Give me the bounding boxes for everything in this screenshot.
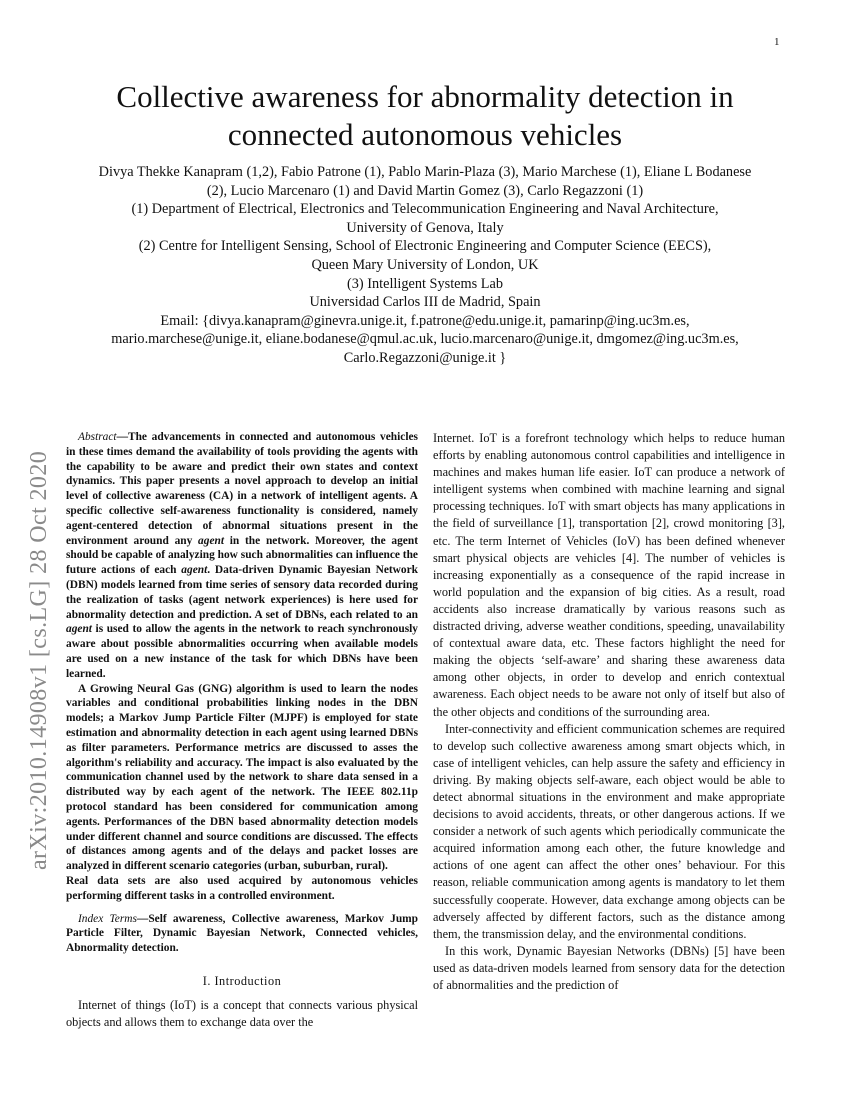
index-terms-label: Index Terms <box>78 912 137 925</box>
intro-paragraph-2: Inter-connectivity and efficient communication schemes are required to develop such collective awareness among smart objects which, in case of intelligent vehicles, can help assure the safety and efficiency in driving. By making objects self-aware, each object would be able to detect abnormal situations in the environment and make appropriate decisions to avoid accidents, threats, or other dangerous actions. If we consider a network of such agents which periodically communicate the acquired information among each other, the future knowledge and actions of one agent can affect the other ones’ behaviour. For this reason, reliable communication among agents is mandatory to let them successfully cooperate. However, data exchange among objects can be adversely affected by different factors, such as the distance among them, the transmission delay, and the environmental conditions. <box>433 721 785 941</box>
right-column <box>433 430 785 994</box>
arxiv-identifier-stamp[interactable]: arXiv:2010.14908v1 [cs.LG] 28 Oct 2020 <box>26 450 52 870</box>
affiliation-line: (3) Intelligent Systems Lab <box>346 275 504 292</box>
abstract-paragraph-3: Real data sets are also used acquired by autonomous vehicles performing different tasks in a controlled environment. <box>66 874 418 902</box>
author-block <box>60 163 790 368</box>
agent-emphasis: agent <box>198 534 224 547</box>
affiliation-line: (2) Centre for Intelligent Sensing, School of Electronic Engineering and Computer Science (EECS), <box>138 238 712 255</box>
left-column <box>66 430 418 1031</box>
authors-line-2: (2), Lucio Marcenaro (1) and David Martin Gomez (3), Carlo Regazzoni (1) <box>206 182 644 199</box>
affiliation-line: (1) Department of Electrical, Electronics and Telecommunication Engineering and Naval Architecture, <box>131 201 719 218</box>
abstract-text-a: —The advancements in connected and autonomous vehicles in these times demand the availability of tools providing the agents with the capability to be aware and predict their own states and context dynamics. This paper presents a novel approach to develop an initial level of collective awareness (CA) in a network of intelligent agents. A specific collective self-awareness functionality is considered, namely agent-centered detection of abnormal situations present in the environment around any <box>66 431 418 547</box>
index-terms <box>66 912 418 956</box>
abstract-text-b: in the network. Moreover, the agent should be capable of analyzing how such abnormalities can influence the future actions of each <box>66 534 418 577</box>
email-line: Carlo.Regazzoni@unige.it } <box>343 349 507 366</box>
affiliation-line: University of Genova, Italy <box>346 219 504 236</box>
affiliation-line: Universidad Carlos III de Madrid, Spain <box>309 294 541 311</box>
abstract-label: Abstract <box>78 431 117 443</box>
section-heading-introduction: I. Introduction <box>202 973 282 988</box>
page-number: 1 <box>774 36 780 48</box>
email-line: Email: {divya.kanapram@ginevra.unige.it, f.patrone@edu.unige.it, pamarinp@ing.uc3m.es, <box>160 312 690 329</box>
abstract-text-c: . Data-driven Dynamic Bayesian Network (DBN) models learned from time series of sensory data recorded during the realization of tasks (agent network experiences) is here used for abnormality detection and prediction. A set of DBNs, each related to an <box>66 564 418 621</box>
agent-emphasis: agent <box>181 564 208 577</box>
email-line: mario.marchese@unige.it, eliane.bodanese@qmul.ac.uk, lucio.marcenaro@unige.it, dmgomez@ing.uc3m.es, <box>111 331 739 348</box>
abstract-paragraph-1 <box>66 430 418 682</box>
title-line-2: connected autonomous vehicles <box>227 117 623 152</box>
intro-paragraph-left: Internet of things (IoT) is a concept that connects various physical objects and allows them to exchange data over the <box>66 997 418 1029</box>
abstract-text-d: is used to allow the agents in the network to reach synchronously aware about possible abnormalities occurring when available models are used on a new instance of the task for which DBNs have been learned. <box>66 623 418 680</box>
affiliation-line: Queen Mary University of London, UK <box>311 256 539 273</box>
authors-line-1: Divya Thekke Kanapram (1,2), Fabio Patrone (1), Pablo Marin-Plaza (3), Mario Marchese (1), Eliane L Bodanese <box>98 164 752 180</box>
intro-paragraph-3: In this work, Dynamic Bayesian Networks (DBNs) [5] have been used as data-driven models learned from sensory data for the detection of abnormalities and the prediction of <box>433 943 785 992</box>
abstract-paragraph-2: A Growing Neural Gas (GNG) algorithm is used to learn the nodes variables and conditional probabilities linking nodes in the DBN models; a Markov Jump Particle Filter (MJPF) is employed for state estimation and abnormality detection in each agent using learned DBNs as filter parameters. Performance metrics are discussed to asses the algorithm's reliability and accuracy. The impact is also evaluated by the communication channel used by the network to share data sensed in a distributed way by each agent of the network. The IEEE 802.11p protocol standard has been considered for communication among agents. Performances of the DBN based abnormality detection models under different channel and source conditions are discussed. The effects of distances among agents and of the delays and packet losses are analyzed in different scenario categories (urban, suburban, rural). <box>66 682 418 873</box>
title-line-1: Collective awareness for abnormality detection in <box>116 79 734 114</box>
intro-paragraph-1-continued: Internet. IoT is a forefront technology which helps to reduce human efforts by enabling autonomous control capabilities and intelligence in machines and makes human life easier. IoT can produce a network of intelligent systems when combined with machine learning and signal processing techniques. IoT with smart objects has many applications in the field of surveillance [1], transportation [2], crowd monitoring [3], etc. The term Internet of Vehicles (IoV) has been defined whenever smart physical objects are vehicles [4]. The number of vehicles is increasing exponentially as a consequence of the rapid increase in world population and the expansion of big cities. As a result, road accidents also increase dramatically by various reasons such as distracted driving, adverse weather conditions, speeding, unavailability of contextual aware data, etc. These factors highlight the need for making the objects ‘self-aware’ and sharing these awareness data among other objects, in order to develop and enrich contextual awareness. Each object needs to be aware not only of itself but also of the other objects and conditions of the surrounding area. <box>433 431 785 719</box>
index-terms-text: —Self awareness, Collective awareness, Markov Jump Particle Filter, Dynamic Bayesian Network, Connected vehicles, Abnormality detection. <box>66 912 418 955</box>
paper-title <box>60 78 790 154</box>
agent-emphasis: agent <box>66 623 92 636</box>
